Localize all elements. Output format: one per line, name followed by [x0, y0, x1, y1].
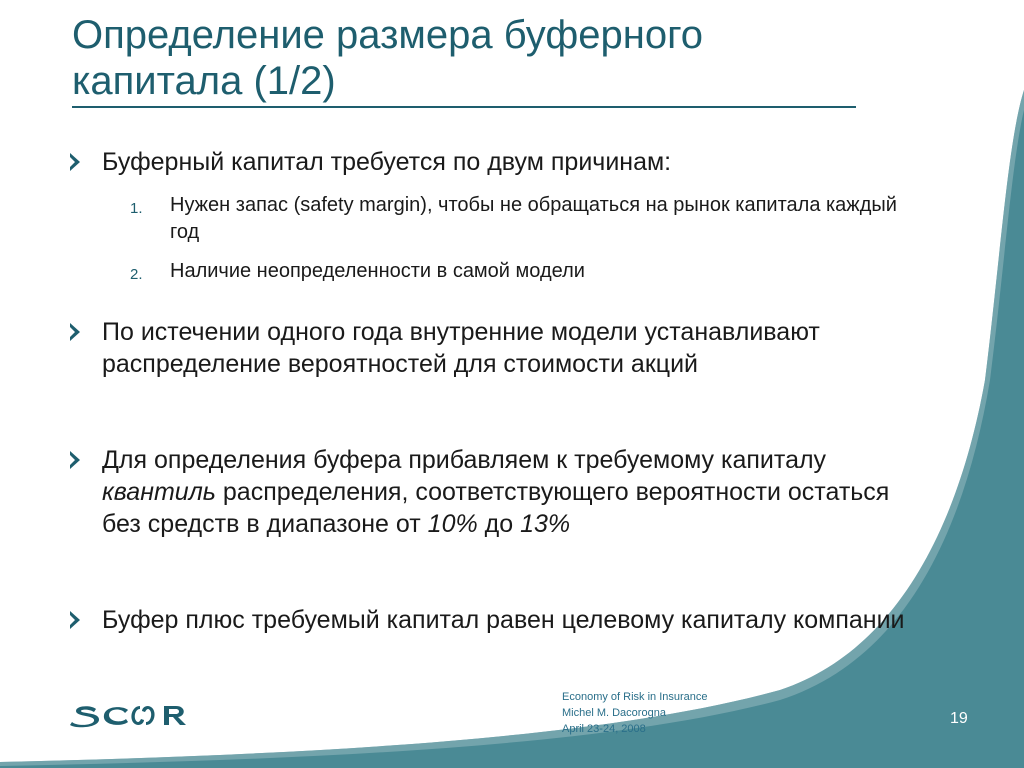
- title-underline: [72, 106, 856, 108]
- bullet-text-part: распределения, соответствующего вероятности остаться без средств в диапазоне от: [102, 478, 890, 538]
- item-text: Нужен запас (safety margin), чтобы не обращаться на рынок капитала каждый год: [170, 194, 897, 243]
- slide-title: [72, 12, 872, 104]
- chevron-right-icon: [68, 450, 82, 470]
- bullet-text-italic: квантиль: [102, 478, 216, 506]
- item-number: 2.: [130, 266, 143, 283]
- footer-info: [562, 689, 708, 737]
- bullet-text-part: до: [477, 510, 521, 538]
- bullet-text: Буфер плюс требуемый капитал равен целевому капиталу компании: [102, 606, 905, 634]
- bullet-text: Буферный капитал требуется по двум причинам:: [102, 148, 672, 176]
- chevron-right-icon: [68, 610, 82, 630]
- chevron-right-icon: [68, 322, 82, 342]
- numbered-item: [130, 258, 910, 285]
- scor-logo: [70, 700, 200, 732]
- footer-event: Economy of Risk in Insurance: [562, 691, 708, 703]
- bullet-text-italic: 13%: [520, 510, 571, 538]
- page-number: 19: [950, 710, 968, 727]
- chevron-right-icon: [68, 152, 82, 172]
- footer-date: April 23-24, 2008: [562, 723, 646, 735]
- slide-title-line1: Определение размера буферного: [72, 13, 704, 57]
- footer-author: Michel M. Dacorogna: [562, 707, 666, 719]
- bullet-text: [102, 444, 908, 540]
- bullet-item: [68, 146, 908, 178]
- bullet-item: [68, 604, 908, 636]
- bullet-text: По истечении одного года внутренние модели устанавливают распределение вероятностей для стоимости акций: [102, 318, 820, 378]
- item-text: Наличие неопределенности в самой модели: [170, 260, 585, 282]
- bullet-item: [68, 316, 908, 380]
- item-number: 1.: [130, 200, 143, 217]
- bullet-item: [68, 444, 908, 540]
- bullet-text-part: Для определения буфера прибавляем к требуемому капиталу: [102, 446, 827, 474]
- numbered-item: [130, 192, 910, 246]
- bullet-text-italic: 10%: [427, 510, 478, 538]
- slide-title-line2: капитала (1/2): [72, 59, 336, 103]
